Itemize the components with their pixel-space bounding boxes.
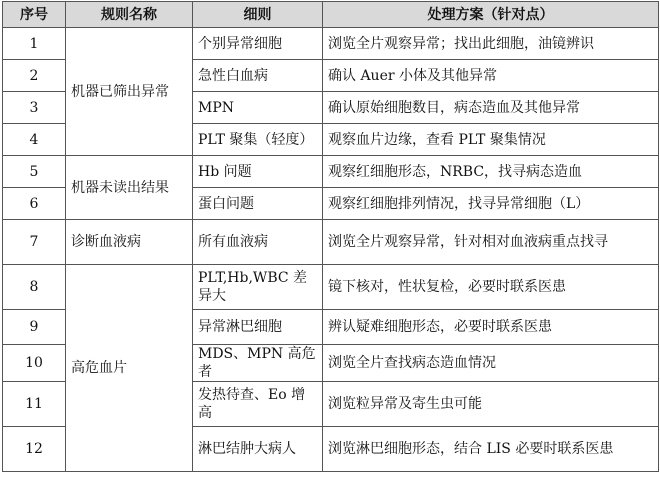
rules-table — [2, 1, 659, 472]
row-number: 9 — [3, 310, 66, 345]
row-detail: MDS、MPN 高危者 — [193, 345, 323, 382]
rule-group-machine-flagged: 机器已筛出异常 — [66, 28, 193, 156]
row-detail: MPN — [193, 92, 323, 124]
table-row — [3, 265, 659, 310]
row-plan: 确认 Auer 小体及其他异常 — [323, 60, 659, 92]
row-number: 6 — [3, 188, 66, 220]
row-plan: 观察血片边缘，查看 PLT 聚集情况 — [323, 124, 659, 156]
row-number: 3 — [3, 92, 66, 124]
row-number: 2 — [3, 60, 66, 92]
table-row — [3, 220, 659, 265]
rule-group-machine-no-result: 机器未读出结果 — [66, 156, 193, 220]
row-plan: 浏览淋巴细胞形态，结合 LIS 必要时联系医患 — [323, 427, 659, 472]
row-number: 8 — [3, 265, 66, 310]
row-detail: 蛋白问题 — [193, 188, 323, 220]
row-plan: 确认原始细胞数目，病态造血及其他异常 — [323, 92, 659, 124]
table-row — [3, 28, 659, 60]
row-number: 10 — [3, 345, 66, 382]
row-plan: 观察红细胞形态，NRBC，找寻病态造血 — [323, 156, 659, 188]
row-number: 5 — [3, 156, 66, 188]
rule-group-diagnose-blood-disease: 诊断血液病 — [66, 220, 193, 265]
header-row — [3, 2, 659, 28]
table-row — [3, 156, 659, 188]
row-detail: 异常淋巴细胞 — [193, 310, 323, 345]
row-number: 1 — [3, 28, 66, 60]
row-plan: 浏览粒异常及寄生虫可能 — [323, 382, 659, 427]
row-detail: 淋巴结肿大病人 — [193, 427, 323, 472]
row-plan: 浏览全片查找病态造血情况 — [323, 345, 659, 382]
row-plan: 辨认疑难细胞形态，必要时联系医患 — [323, 310, 659, 345]
row-plan: 镜下核对，性状复检，必要时联系医患 — [323, 265, 659, 310]
rule-group-high-risk-smear: 高危血片 — [66, 265, 193, 472]
row-plan: 浏览全片观察异常；找出此细胞，油镜辨识 — [323, 28, 659, 60]
row-detail: 急性白血病 — [193, 60, 323, 92]
row-plan: 观察红细胞排列情况，找寻异常细胞（L） — [323, 188, 659, 220]
header-rule-name: 规则名称 — [66, 2, 193, 28]
row-plan: 浏览全片观察异常，针对相对血液病重点找寻 — [323, 220, 659, 265]
row-number: 11 — [3, 382, 66, 427]
row-detail: 发热待查、Eo 增高 — [193, 382, 323, 427]
row-detail: PLT 聚集（轻度） — [193, 124, 323, 156]
row-detail: 所有血液病 — [193, 220, 323, 265]
header-number: 序号 — [3, 2, 66, 28]
row-detail: 个别异常细胞 — [193, 28, 323, 60]
header-detail: 细则 — [193, 2, 323, 28]
row-number: 4 — [3, 124, 66, 156]
header-plan: 处理方案（针对点） — [323, 2, 659, 28]
row-detail: PLT,Hb,WBC 差异大 — [193, 265, 323, 310]
row-detail: Hb 问题 — [193, 156, 323, 188]
row-number: 12 — [3, 427, 66, 472]
row-number: 7 — [3, 220, 66, 265]
